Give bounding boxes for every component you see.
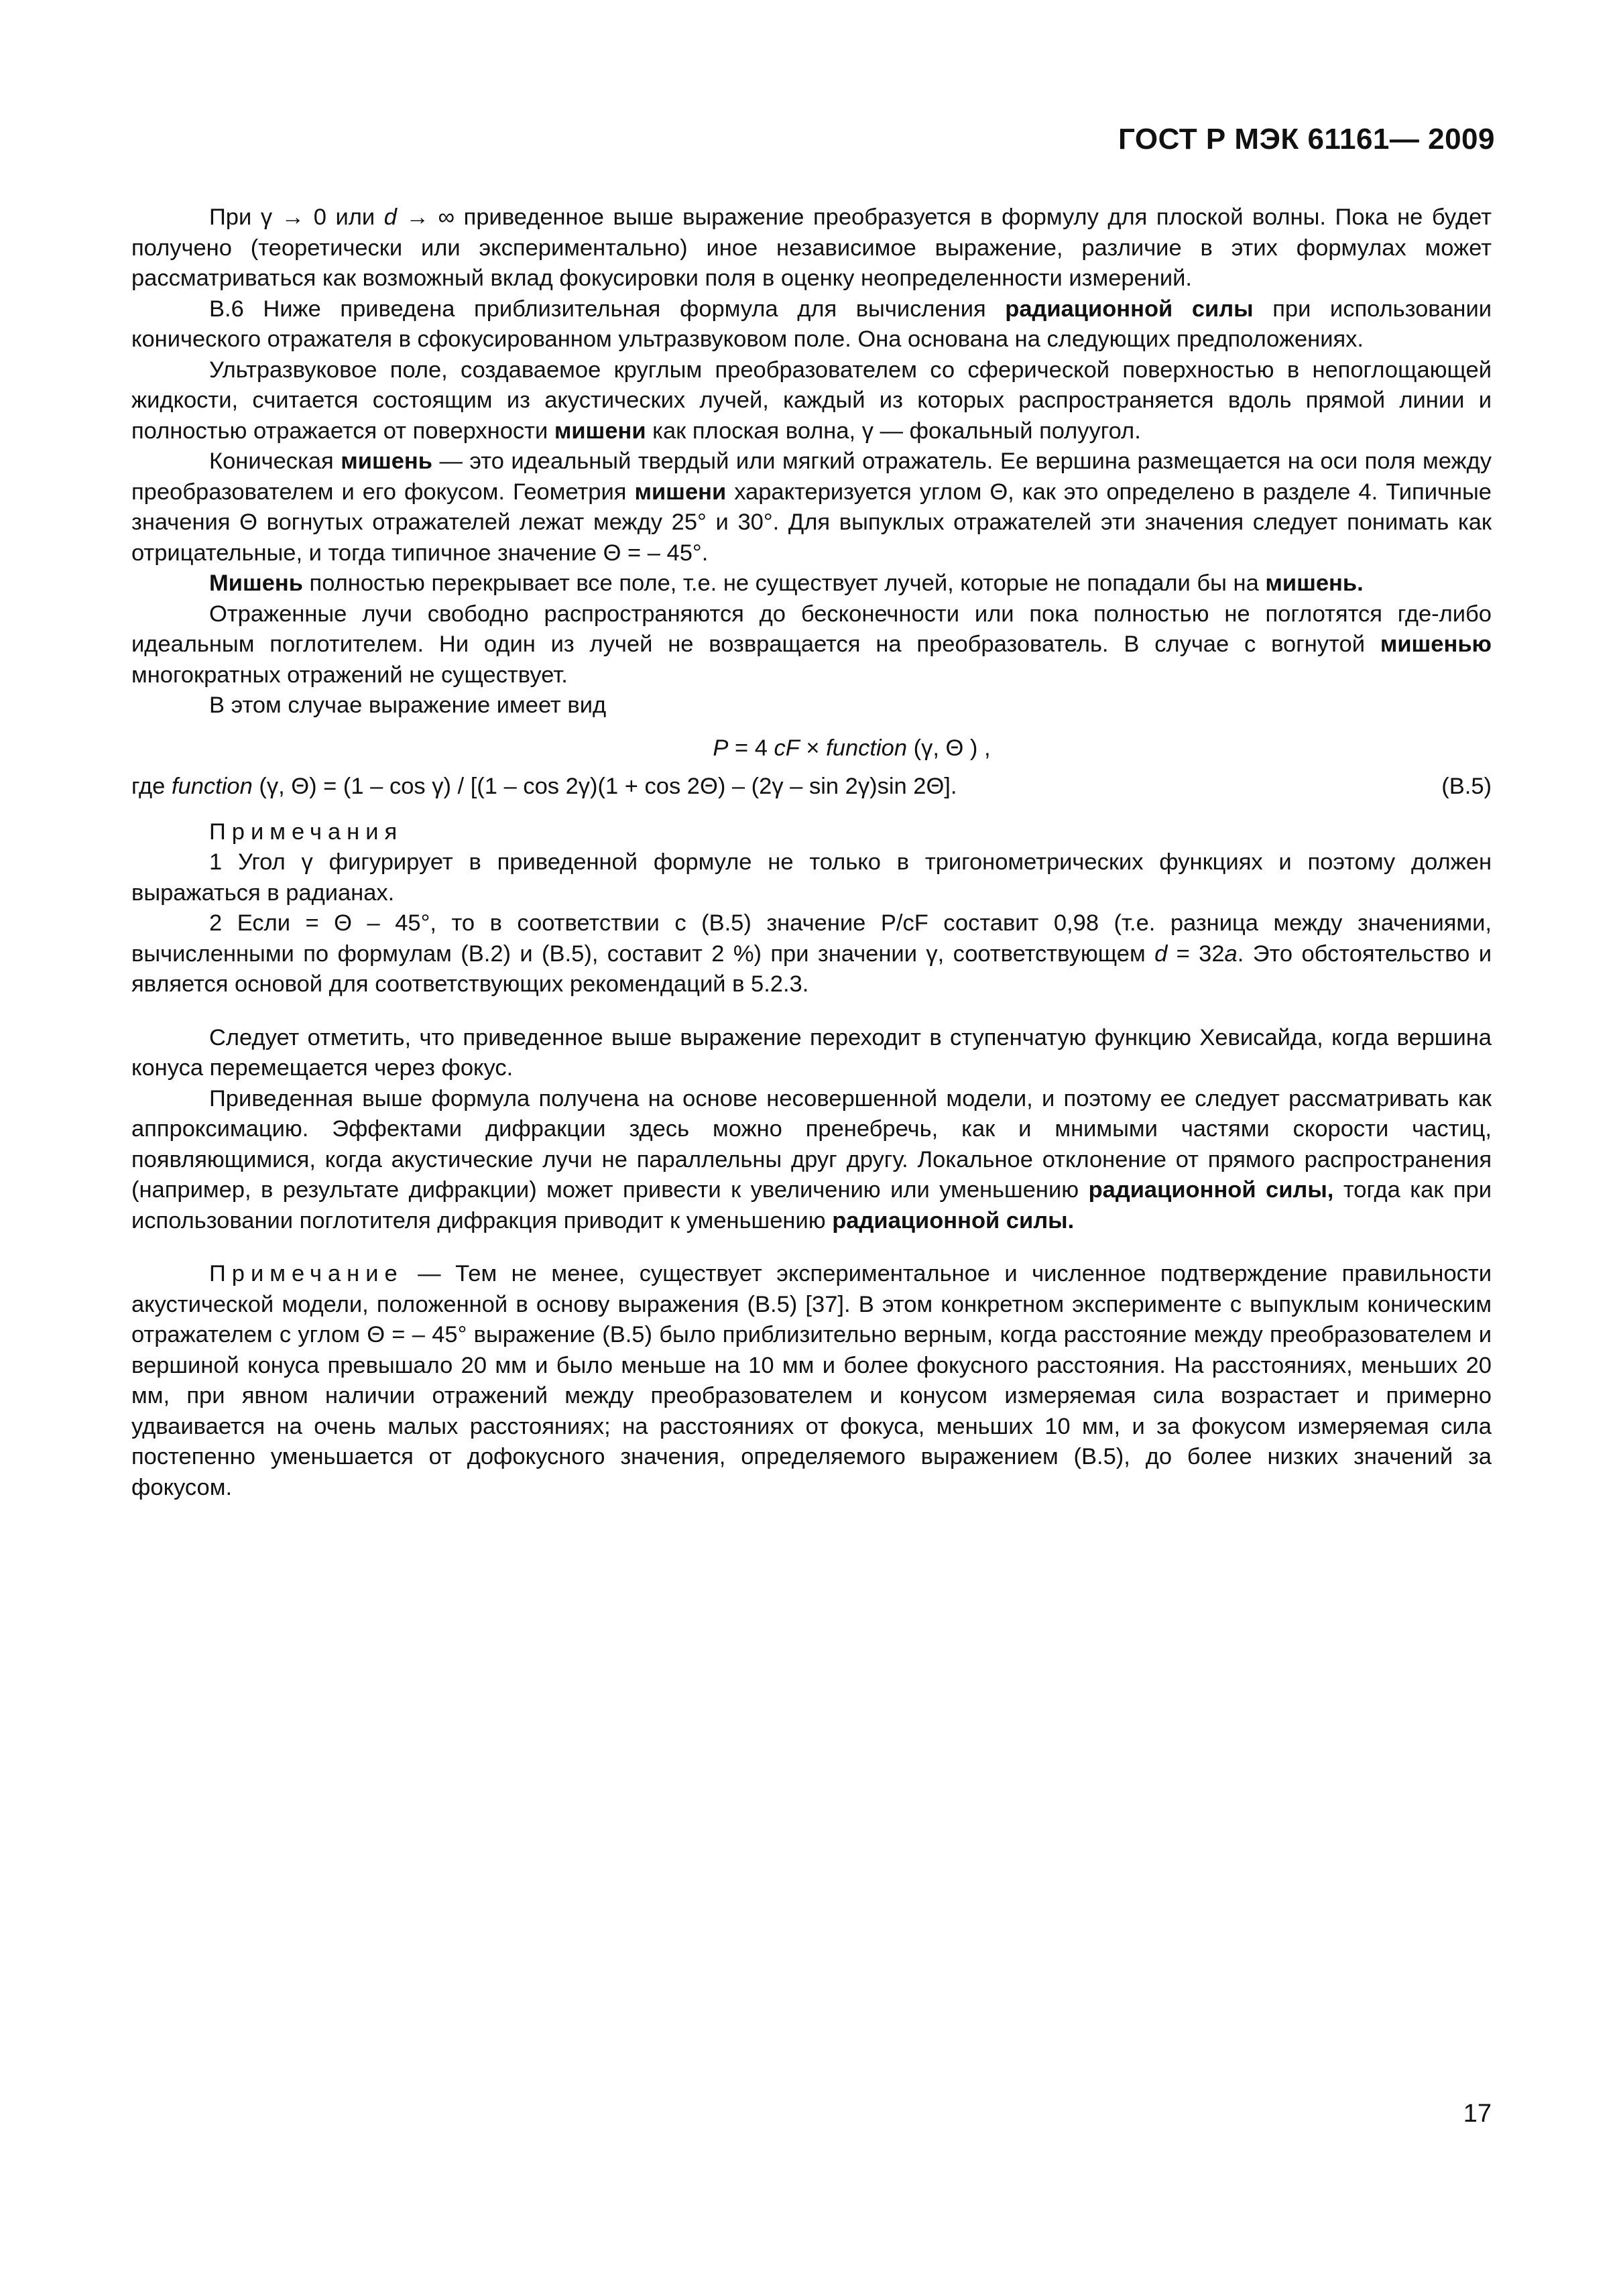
paragraph-ultrasound-field: Ультразвуковое поле, создаваемое круглым преобразователем со сферической поверхностью в непоглощающей жидкости, считается состоящим из акустических лучей, каждый из которых распространяется вдоль прямой линии и полностью отражается от поверхности мишени как плоская волна, γ — фокальный полуугол. (131, 357, 1492, 444)
note-1: 1 Угол γ фигурирует в приведенной формуле не только в тригонометрических функциях и поэтому должен выражаться в радианах. (131, 849, 1492, 906)
notes-heading: Примечания (209, 819, 404, 845)
paragraph-conical-target: Коническая мишень — это идеальный твердый или мягкий отражатель. Ее вершина размещается на оси поля между преобразователем и его фокусом. Геометрия мишени характеризуется углом Θ, как это определено в разделе 4. Типичные значения Θ вогнутых отражателей лежат между 25° и 30°. Для выпуклых отражателей эти значения следует понимать как отрицательные, и тогда типичное значение Θ = – 45°. (131, 448, 1492, 566)
document-header: ГОСТ Р МЭК 61161— 2009 (1118, 123, 1495, 156)
page-number: 17 (1463, 2100, 1492, 2128)
formula-definition-text: где function (γ, Θ) = (1 – cos γ) / [(1 – cos 2γ)(1 + cos 2Θ) – (2γ – sin 2γ)sin 2Θ]. (131, 774, 957, 799)
paragraph-plane-wave: При γ → 0 или d → ∞ приведенное выше выражение преобразуется в формулу для плоской волны. Пока не будет получено (теоретически или экспериментально) иное независимое выражение, различие в этих формулах может рассматриваться как возможный вклад фокусировки поля в оценку неопределенности измерений. (131, 204, 1492, 291)
equation-number: (В.5) (1441, 774, 1492, 799)
document-body (131, 202, 1492, 1503)
paragraph-b6: В.6 Ниже приведена приблизительная формула для вычисления радиационной силы при использовании конического отражателя в сфокусированном ультразвуковом поле. Она основана на следующих предположениях. (131, 296, 1492, 352)
paragraph-expression-intro: В этом случае выражение имеет вид (209, 692, 607, 718)
note-2: 2 Если = Θ – 45°, то в соответствии с (В.5) значение P/cF составит 0,98 (т.е. разница между значениями, вычисленными по формулам (В.2) и (В.5), составит 2 %) при значении γ, соответствующем d = 32a. Это обстоятельство и является основой для соответствующих рекомендаций в 5.2.3. (131, 910, 1492, 997)
formula-definition (131, 772, 1492, 802)
note-experimental: Примечание — Тем не менее, существует экспериментальное и численное подтверждение правильности акустической модели, положенной в основу выражения (В.5) [37]. В этом конкретном эксперименте с выпуклым коническим отражателем с углом Θ = – 45° выражение (В.5) было приблизительно верным, когда расстояние между преобразователем и вершиной конуса превышало 20 мм и было меньше на 10 мм и более фокусного расстояния. На расстояниях, меньших 20 мм, при явном наличии отражений между преобразователем и конусом измеряемая сила возрастает и примерно удваивается на очень малых расстояниях; на расстояниях от фокуса, меньших 10 мм, и за фокусом измеряемая сила постепенно уменьшается от дофокусного значения, определяемого выражением (В.5), до более низких значений за фокусом. (131, 1261, 1492, 1500)
formula-radiation-force: P = 4 cF × function (γ, Θ ) , (713, 735, 991, 761)
paragraph-reflected-rays: Отраженные лучи свободно распространяются до бесконечности или пока полностью не поглотятся где-либо идеальным поглотителем. Ни один из лучей не возвращается на преобразователь. В случае с вогнутой мишенью многократных отражений не существует. (131, 601, 1492, 688)
paragraph-model-approximation: Приведенная выше формула получена на основе несовершенной модели, и поэтому ее следует рассматривать как аппроксимацию. Эффектами дифракции здесь можно пренебречь, как и мнимыми частями скорости частиц, появляющимися, когда акустические лучи не параллельны друг другу. Локальное отклонение от прямого распространения (например, в результате дифракции) может привести к увеличению или уменьшению радиационной силы, тогда как при использовании поглотителя дифракция приводит к уменьшению радиационной силы. (131, 1085, 1492, 1233)
paragraph-heaviside: Следует отметить, что приведенное выше выражение переходит в ступенчатую функцию Хевисайда, когда вершина конуса перемещается через фокус. (131, 1024, 1492, 1081)
paragraph-target-coverage: Мишень полностью перекрывает все поле, т.е. не существует лучей, которые не попадали бы на мишень. (209, 570, 1364, 596)
